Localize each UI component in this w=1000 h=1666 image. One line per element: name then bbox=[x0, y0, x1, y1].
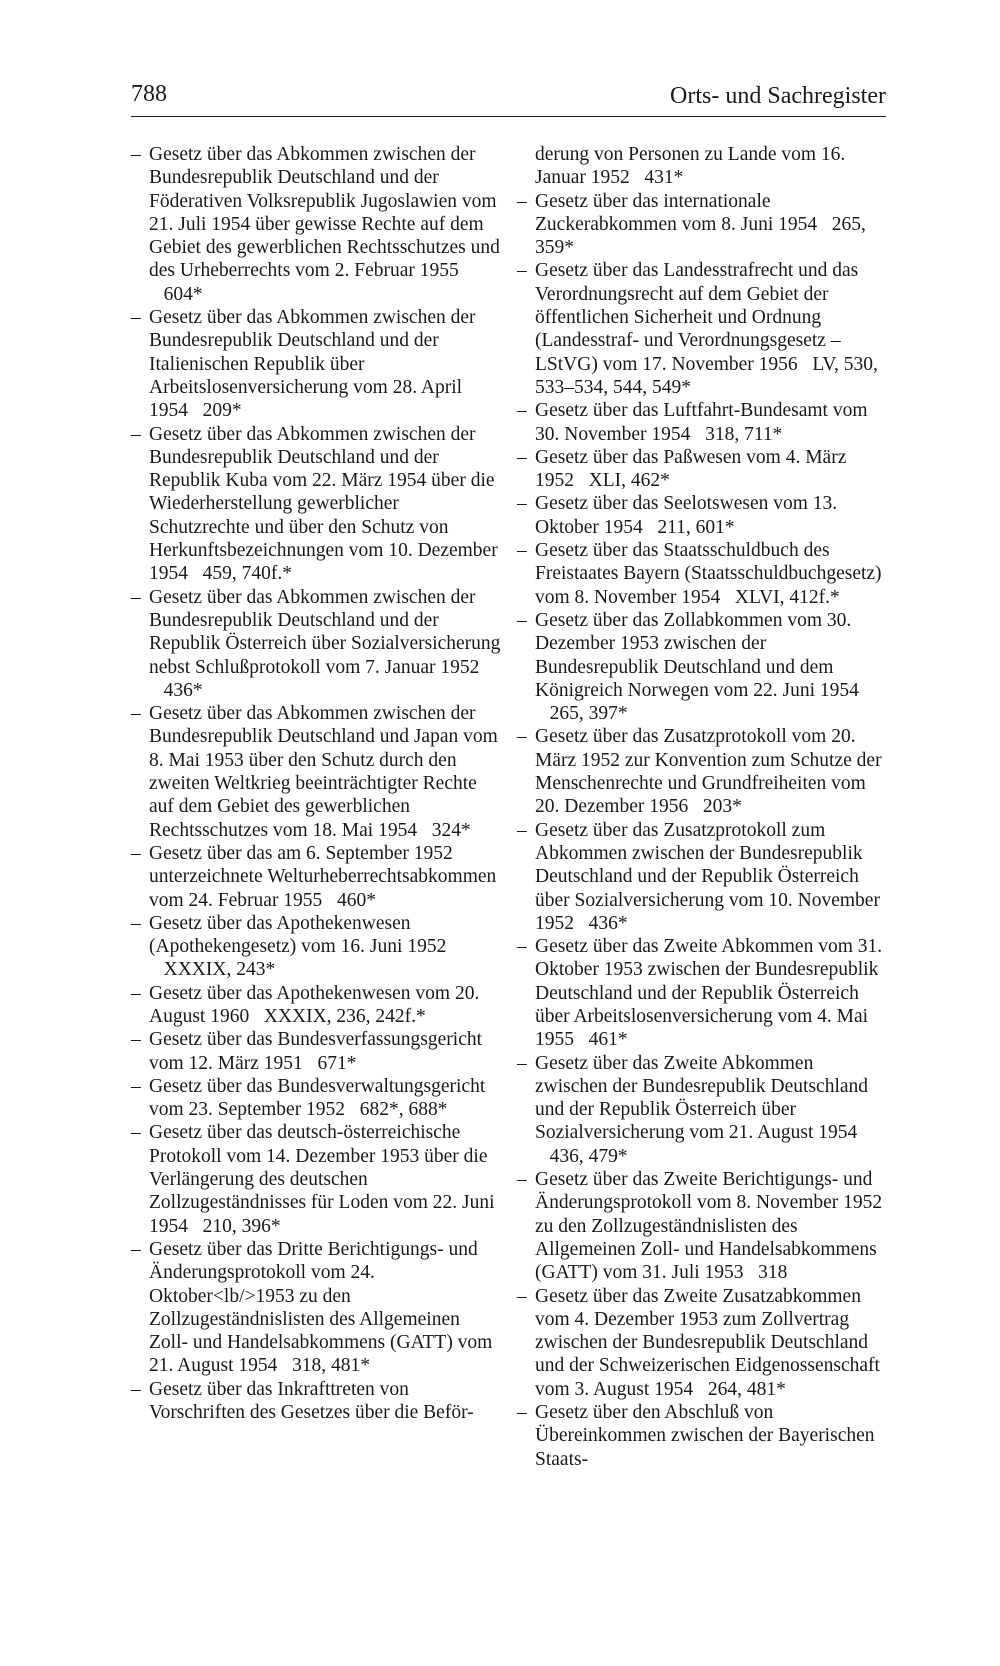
entry-page-refs: LV, 530, 533–534, 544, 549* bbox=[535, 353, 878, 398]
entry-text: Gesetz über das Bundesverfassungsgericht vom 12. März 1951 bbox=[149, 1029, 483, 1074]
index-entry bbox=[131, 1378, 501, 1425]
entry-dash: – bbox=[517, 609, 527, 631]
entry-dash: – bbox=[131, 703, 141, 725]
index-column-right bbox=[517, 143, 889, 1471]
entry-text: Gesetz über das Apothekenwesen vom 20. August 1960 bbox=[149, 982, 480, 1027]
entry-text: Gesetz über das Staatsschuldbuch des Freistaates Bayern (Staatsschuldbuchgesetz) vom 8. November 1954 bbox=[535, 540, 882, 608]
index-column-left bbox=[131, 143, 501, 1424]
index-entry bbox=[131, 1028, 501, 1075]
entry-text: Gesetz über das Zweite Abkommen zwischen der Bundesrepublik Deutschland und der Republik Österreich über Sozialversicherung vom 21. August 1954 bbox=[535, 1052, 869, 1144]
entry-text: Gesetz über das Landesstrafrecht und das Verordnungsrecht auf dem Gebiet der öffentlichen Sicherheit und Ordnung (Landesstraf- und Verordnungsgesetz – LStVG) vom 17. November 1956 bbox=[535, 260, 859, 375]
index-entry bbox=[131, 143, 501, 306]
entry-page-refs: 265, 397* bbox=[549, 703, 628, 725]
entry-text: Gesetz über das Abkommen zwischen der Bundesrepublik Deutschland und der Republik Österreich über Sozialversicherung nebst Schlußprotokoll vom 7. Januar 1952 bbox=[149, 586, 501, 678]
index-entry bbox=[131, 1121, 501, 1237]
entry-dash: – bbox=[131, 144, 141, 165]
entry-dash: – bbox=[131, 1029, 141, 1051]
entry-text: Gesetz über das am 6. September 1952 unterzeichnete Welturheberrechtsabkommen vom 24. Februar 1955 bbox=[149, 842, 497, 911]
entry-text: Gesetz über das Zusatzprotokoll zum Abkommen zwischen der Bundesrepublik Deutschland und der Republik Österreich über Sozialversicherung vom 10. November 1952 bbox=[535, 819, 880, 934]
entry-text: Gesetz über das Dritte Berichtigungs- und Änderungsprotokoll vom 24. Oktober<lb/>1953 zu den Zollzugeständnislisten des Allgemeinen Zoll- und Handelsabkommens (GATT) vom 21. August 1954 bbox=[149, 1238, 493, 1377]
entry-dash: – bbox=[131, 1122, 141, 1144]
index-entry bbox=[517, 190, 889, 260]
index-entry bbox=[517, 1285, 889, 1401]
entry-dash: – bbox=[517, 1285, 527, 1307]
header-rule bbox=[131, 116, 886, 117]
entry-dash: – bbox=[517, 446, 527, 468]
entry-dash: – bbox=[131, 423, 141, 445]
entry-text: Gesetz über das Paßwesen vom 4. März 1952 bbox=[535, 446, 847, 492]
entry-page-refs: 210, 396* bbox=[202, 1215, 281, 1237]
entry-page-refs: 436, 479* bbox=[549, 1145, 628, 1167]
entry-text: Gesetz über das Abkommen zwischen der Bundesrepublik Deutschland und der Italienischen Republik über Arbeitslosenversicherung vom 28. April 1954 bbox=[149, 307, 476, 422]
entry-text: Gesetz über das Zweite Berichtigungs- und Änderungsprotokoll vom 8. November 1952 zu den Zollzugeständnislisten des Allgemeinen Zoll- und Handelsabkommens (GATT) vom 31. Juli 1953 bbox=[535, 1169, 883, 1284]
entry-text: Gesetz über das Apothekenwesen (Apothekengesetz) vom 16. Juni 1952 bbox=[149, 912, 447, 958]
entry-text: Gesetz über das Abkommen zwischen der Bundesrepublik Deutschland und Japan vom 8. Mai 1953 über den Schutz durch den zweiten Weltkrieg beeinträchtigter Rechte auf dem Gebiet des gewerblichen Rechtsschutzes vom 18. Mai 1954 bbox=[149, 703, 498, 841]
index-entry bbox=[517, 935, 889, 1051]
index-entry bbox=[131, 423, 501, 586]
entry-page-refs: 604* bbox=[163, 283, 203, 305]
entry-page-refs: 318, 711* bbox=[705, 423, 783, 445]
running-title: Orts- und Sachregister bbox=[670, 83, 886, 109]
entry-dash: – bbox=[517, 726, 527, 748]
index-entry-continuation bbox=[517, 143, 889, 190]
page-number: 788 bbox=[131, 81, 167, 107]
entry-dash: – bbox=[517, 936, 527, 958]
entry-page-refs: 682*, 688* bbox=[359, 1099, 448, 1121]
index-entry bbox=[131, 702, 501, 842]
entry-text: Gesetz über das deutsch-österreichische Protokoll vom 14. Dezember 1953 über die Verlängerung des deutschen Zollzugeständnisses für Loden vom 22. Juni 1954 bbox=[149, 1122, 495, 1237]
entry-text: Gesetz über das Inkrafttreten von Vorschriften des Gesetzes über die Beför- bbox=[149, 1378, 474, 1424]
entry-dash: – bbox=[517, 1052, 527, 1074]
index-entry bbox=[131, 1238, 501, 1378]
index-entry bbox=[517, 609, 889, 725]
entry-text: Gesetz über das Luftfahrt-Bundesamt vom 30. November 1954 bbox=[535, 400, 868, 445]
entry-dash: – bbox=[131, 307, 141, 329]
entry-page-refs: 459, 740f.* bbox=[202, 563, 292, 585]
entry-page-refs: 318, 481* bbox=[292, 1355, 371, 1377]
index-entry bbox=[131, 982, 501, 1029]
entry-page-refs: 265, 359* bbox=[535, 213, 866, 259]
index-entry bbox=[517, 399, 889, 446]
entry-text: Gesetz über das internationale Zuckerabkommen vom 8. Juni 1954 bbox=[535, 190, 818, 235]
entry-page-refs: 324* bbox=[431, 819, 471, 841]
entry-text: Gesetz über das Abkommen zwischen der Bundesrepublik Deutschland und der Föderativen Volksrepublik Jugoslawien vom 21. Juli 1954 über gewisse Rechte auf dem Gebiet des gewerblichen Rechtsschutzes und des Urheberrechts vom 2. Februar 1955 bbox=[149, 144, 500, 282]
entry-page-refs: XLVI, 412f.* bbox=[734, 586, 840, 608]
index-entry bbox=[131, 586, 501, 702]
entry-dash: – bbox=[517, 1169, 527, 1191]
entry-text: Gesetz über das Seelotswesen vom 13. Oktober 1954 bbox=[535, 493, 838, 538]
index-entry bbox=[517, 725, 889, 818]
entry-text: derung von Personen zu Lande vom 16. Januar 1952 bbox=[535, 144, 846, 189]
entry-dash: – bbox=[517, 819, 527, 841]
index-entry bbox=[517, 1052, 889, 1168]
index-entry bbox=[131, 842, 501, 912]
entry-dash: – bbox=[131, 586, 141, 608]
entry-text: Gesetz über den Abschluß von Übereinkommen zwischen der Bayerischen Staats- bbox=[535, 1402, 875, 1470]
index-entry bbox=[517, 259, 889, 399]
entry-page-refs: 671* bbox=[317, 1052, 357, 1074]
entry-page-refs: XLI, 462* bbox=[588, 470, 670, 492]
index-entry bbox=[517, 492, 889, 539]
entry-text: Gesetz über das Abkommen zwischen der Bundesrepublik Deutschland und der Republik Kuba vom 22. März 1954 über die Wiederherstellung gewerblicher Schutzrechte und über den Schutz von Herkunftsbezeichnungen vom 10. Dezember 1954 bbox=[149, 423, 498, 585]
entry-dash: – bbox=[131, 912, 141, 934]
entry-dash: – bbox=[131, 842, 141, 864]
entry-dash: – bbox=[131, 982, 141, 1004]
index-entry bbox=[131, 1075, 501, 1122]
entry-text: Gesetz über das Zusatzprotokoll vom 20. März 1952 zur Konvention zum Schutze der Menschenrechte und Grundfreiheiten vom 20. Dezember 1956 bbox=[535, 726, 882, 818]
entry-page-refs: 461* bbox=[588, 1029, 628, 1051]
entry-text: Gesetz über das Zollabkommen vom 30. Dezember 1953 zwischen der Bundesrepublik Deutschland und dem Königreich Norwegen vom 22. Juni 1954 bbox=[535, 609, 859, 701]
index-entry bbox=[517, 819, 889, 935]
entry-text: Gesetz über das Zweite Zusatzabkommen vom 4. Dezember 1953 zum Zollvertrag zwischen der Bundesrepublik Deutschland und der Schweizerischen Eidgenossenschaft vom 3. August 1954 bbox=[535, 1285, 880, 1400]
entry-text: Gesetz über das Bundesverwaltungsgericht vom 23. September 1952 bbox=[149, 1075, 486, 1121]
entry-dash: – bbox=[131, 1238, 141, 1260]
entry-dash: – bbox=[517, 190, 527, 212]
index-entry bbox=[131, 912, 501, 982]
entry-page-refs: 209* bbox=[202, 400, 242, 422]
entry-page-refs: 460* bbox=[336, 889, 376, 911]
entry-page-refs: XXXIX, 236, 242f.* bbox=[263, 1005, 426, 1027]
entry-dash: – bbox=[517, 493, 527, 515]
entry-dash: – bbox=[131, 1075, 141, 1097]
entry-page-refs: 436* bbox=[163, 679, 203, 701]
index-entry bbox=[517, 446, 889, 493]
entry-dash: – bbox=[517, 400, 527, 422]
entry-text: Gesetz über das Zweite Abkommen vom 31. Oktober 1953 zwischen der Bundesrepublik Deutschland und der Republik Österreich über Arbeitslosenversicherung vom 4. Mai 1955 bbox=[535, 936, 883, 1051]
entry-page-refs: 436* bbox=[588, 912, 628, 934]
entry-page-refs: 431* bbox=[644, 167, 684, 189]
entry-dash: – bbox=[517, 540, 527, 562]
entry-page-refs: 264, 481* bbox=[707, 1378, 786, 1400]
entry-dash: – bbox=[517, 260, 527, 282]
entry-page-refs: XXXIX, 243* bbox=[163, 959, 276, 981]
entry-page-refs: 203* bbox=[702, 796, 742, 818]
entry-dash: – bbox=[517, 1402, 527, 1424]
index-entry bbox=[517, 1401, 889, 1471]
entry-page-refs: 318 bbox=[758, 1262, 788, 1284]
entry-dash: – bbox=[131, 1378, 141, 1400]
entry-page-refs: 211, 601* bbox=[657, 516, 735, 538]
index-entry bbox=[517, 1168, 889, 1284]
index-entry bbox=[517, 539, 889, 609]
index-entry bbox=[131, 306, 501, 422]
